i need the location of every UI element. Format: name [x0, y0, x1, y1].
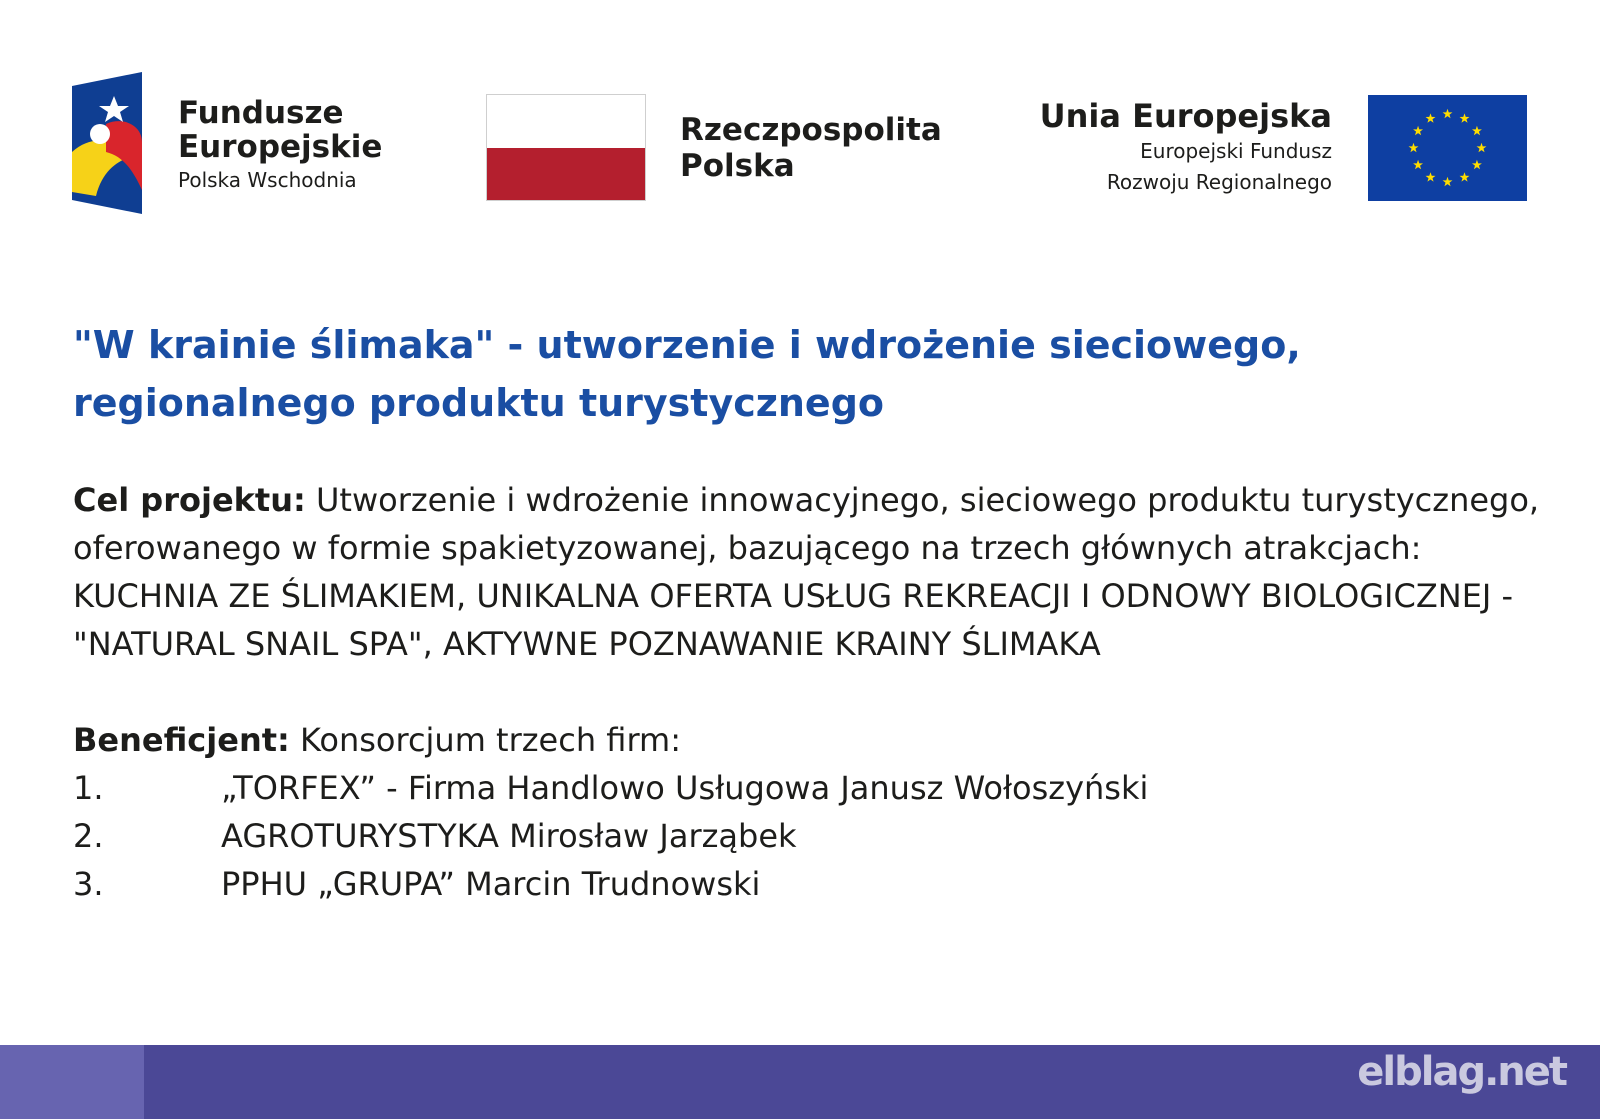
unia-europejska-text	[1040, 96, 1332, 198]
unia-europejska-title: Unia Europejska	[1039, 97, 1332, 135]
eu-star-icon	[1443, 177, 1453, 186]
project-goal	[73, 476, 1553, 668]
goal-label: Cel projektu:	[73, 481, 306, 519]
flag-red-stripe	[487, 148, 645, 201]
polish-flag	[486, 94, 646, 201]
main-content	[73, 316, 1553, 908]
europejskie-line: Europejskie	[178, 129, 383, 165]
fundusze-europejskie-text	[178, 96, 382, 196]
eu-star-icon	[1472, 160, 1482, 169]
eu-star-icon	[1413, 126, 1423, 135]
eu-star-icon	[1460, 172, 1470, 181]
eu-star-icon	[1409, 143, 1419, 152]
footer-accent	[0, 1045, 144, 1119]
list-item	[73, 764, 1553, 812]
polska-line: Polska	[680, 148, 795, 184]
list-item-number: 1.	[73, 769, 104, 807]
eu-star-icon	[1426, 172, 1436, 181]
eu-star-icon	[1460, 113, 1470, 122]
polska-wschodnia-line: Polska Wschodnia	[178, 168, 357, 192]
goal-text: Utworzenie i wdrożenie innowacyjnego, sieciowego produktu turystycznego, oferowanego w formie spakietyzowanej, bazującego na trzech głównych atrakcjach: KUCHNIA ZE ŚLIMAKIEM, UNIKALNA OFERTA USŁUG REKREACJI I ODNOWY BIOLOGICZNEJ - "NATURAL SNAIL SPA", AKTYWNE POZNAWANIE KRAINY ŚLIMAKA	[73, 481, 1540, 663]
list-item-number: 2.	[73, 817, 104, 855]
logo-bar	[0, 0, 1600, 230]
eu-star-icon	[1426, 113, 1436, 122]
beneficiary-heading	[73, 716, 1553, 764]
rzeczpospolita-text	[680, 112, 942, 184]
list-item-text: PPHU „GRUPA” Marcin Trudnowski	[221, 865, 761, 903]
project-title: "W krainie ślimaka" - utworzenie i wdrożenie sieciowego, regionalnego produktu turystycznego	[73, 323, 1301, 425]
footer-bar	[0, 1045, 1600, 1119]
fundusze-europejskie-logo	[72, 72, 146, 214]
eu-stars-icon	[1368, 95, 1527, 201]
eu-star-icon	[1477, 143, 1487, 152]
flag-white-stripe	[487, 95, 645, 148]
eu-star-icon	[1413, 160, 1423, 169]
list-item-number: 3.	[73, 865, 104, 903]
eu-star-icon	[1472, 126, 1482, 135]
list-item	[73, 812, 1553, 860]
efrr-line1: Europejski Fundusz	[1140, 139, 1332, 163]
eu-flag	[1368, 95, 1527, 201]
beneficiary-label: Beneficjent:	[73, 721, 290, 759]
beneficiary-section	[73, 716, 1553, 908]
list-item-text: AGROTURYSTYKA Mirosław Jarząbek	[221, 817, 797, 855]
fundusze-line: Fundusze	[178, 95, 344, 131]
efrr-line2: Rozwoju Regionalnego	[1106, 170, 1332, 194]
list-item	[73, 860, 1553, 908]
rzeczpospolita-line: Rzeczpospolita	[680, 112, 942, 148]
beneficiary-text: Konsorcjum trzech firm:	[289, 721, 681, 759]
watermark-logo: elblag.net	[1357, 1049, 1566, 1095]
list-item-text: „TORFEX” - Firma Handlowo Usługowa Janusz Wołoszyński	[221, 769, 1149, 807]
eu-star-icon	[1443, 109, 1453, 118]
